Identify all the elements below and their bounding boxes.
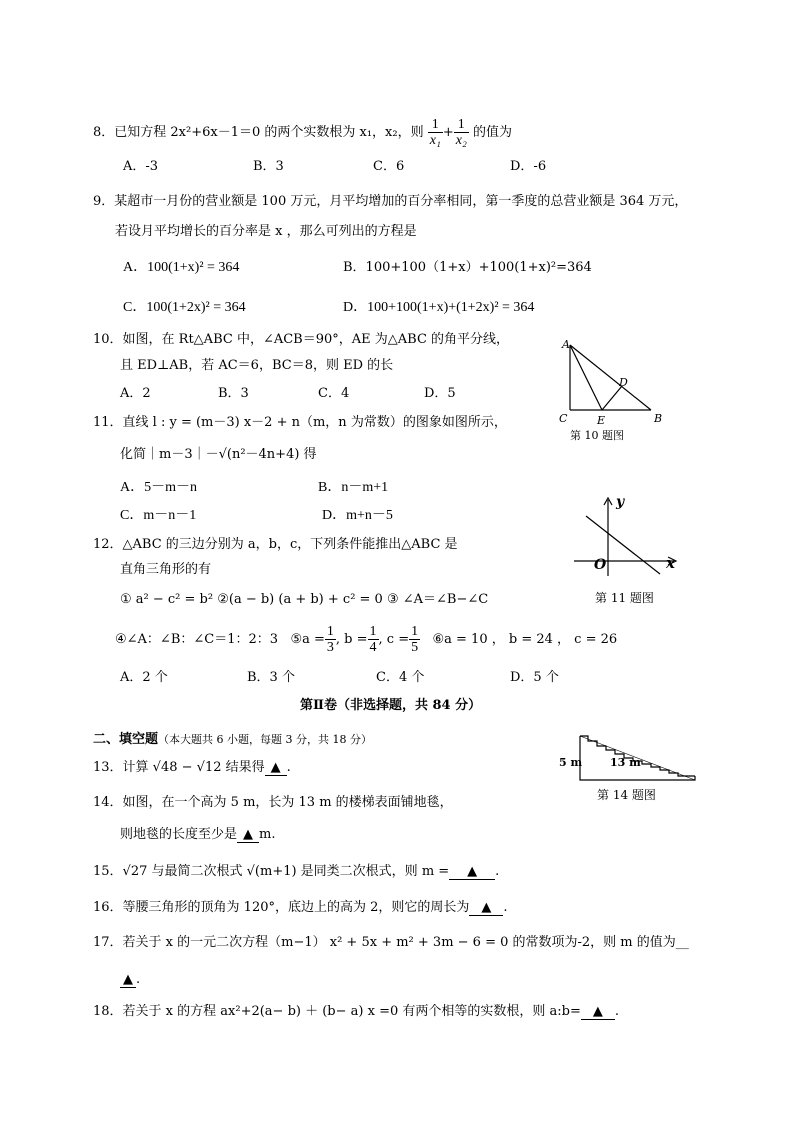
q10-option-b: B．3 [218,386,249,401]
q12-line1: 12．△ABC 的三边分别为 a，b，c，下列条件能推出△ABC 是 [93,537,458,552]
q13 [93,759,291,777]
q8-tail: 的值为 [472,125,512,140]
q9-line2: 若设月平均增长的百分率是 x ，那么可列出的方程是 [115,224,417,239]
fill-in-heading: 二、填空题 [93,732,159,747]
q17-line2 [120,971,140,989]
q11-option-a: A．5－m－n [120,480,197,495]
q12-condition-4: ④∠A：∠B：∠C＝1：2：3 [115,632,279,647]
q10-option-c: C．4 [318,386,350,401]
q14-line1: 14．如图，在一个高为 5 m，长为 13 m 的楼梯表面铺地毯， [93,795,453,810]
q8-fraction-2: $\frac{1}{\text{x₂}}$ [455,117,467,148]
q14-caption: 第 14 题图 [597,788,656,802]
q17-blank: ▲ [120,973,136,988]
fraction-one-fourth: $\frac{1}{4}$ [369,624,377,655]
q12-condition-5-b: , b = [335,632,368,647]
fill-in-note: （本大题共 6 小题，每题 3 分，共 18 分） [158,733,372,746]
q8-text: 8．已知方程 2x²+6x－1＝0 的两个实数根为 x₁，x₂，则 [93,125,424,140]
q18 [93,1003,619,1021]
q15-end: . [495,864,500,879]
label-a: A [562,338,570,351]
section-2-heading [93,731,372,749]
q15-text: 15．√27 与最简二次根式 √(m+1) 是同类二次根式，则 m = [93,864,450,879]
q10-line2: 且 ED⊥AB，若 AC＝6，BC＝8，则 ED 的长 [120,358,394,373]
q13-blank: ▲ [265,761,287,776]
q12-condition-5-a: ⑤a = [290,632,325,647]
q12-conditions-row2 [115,624,617,655]
q17-end: . [136,972,141,987]
q10-option-d: D．5 [424,386,456,401]
q11-line2: 化简｜m－3｜－√(n²－4n+4) 得 [120,447,317,462]
q14-blank: ▲ [237,828,259,843]
q14-text: 则地毯的长度至少是 [120,827,238,842]
y-axis-label: y [616,494,625,510]
stairs-height-label: 5 m [559,756,583,769]
q9-line1: 9．某超市一月份的营业额是 100 万元，月平均增加的百分率相同，第一季度的总营业额是 364 万元， [93,194,688,209]
q12-option-a: A．2 个 [120,670,168,685]
q11-caption: 第 11 题图 [595,591,654,605]
q11-option-c: C．m－n－1 [120,508,197,523]
stairs-length-label: 13 m [610,756,641,769]
q12-condition-6: ⑥a = 10 ， b = 24 ， c = 26 [432,632,618,647]
q9-option-a: A．100(1+x)² = 364 [123,260,240,275]
q18-text: 18．若关于 x 的方程 ax²+2(a− b) ＋ (b− a) x =0 有两个相等的实数根，则 a:b= [93,1004,581,1019]
q14-line2 [120,826,275,844]
q14-end: m. [259,827,276,842]
q12-line2: 直角三角形的有 [120,562,212,577]
q11-line1: 11．直线 l : y = (m－3) x－2 + n（m，n 为常数）的图象如图所示， [93,415,507,430]
q10-option-a: A．2 [120,386,151,401]
q12-option-c: C．4 个 [376,670,425,685]
fraction-one-fifth: $\frac{1}{5}$ [411,624,419,655]
x-axis-label: x [666,554,675,572]
q9-option-b: B．100+100（1+x）+100(1+x)²=364 [343,260,592,275]
q11-line-graph-figure [568,494,688,584]
q8-option-b: B．3 [253,159,284,174]
q10-line1: 10．如图，在 Rt△ABC 中，∠ACB＝90°，AE 为△ABC 的角平分线， [93,332,510,347]
fraction-one-third: $\frac{1}{3}$ [326,624,334,655]
q9-option-d: D．100+100(1+x)+(1+2x)² = 364 [343,300,535,315]
q10-caption: 第 10 题图 [570,429,624,442]
q10-triangle-figure [555,338,685,438]
q8-option-d: D．-6 [510,159,547,174]
q11-option-b: B．n－m+1 [318,480,389,495]
section-2-title: 第Ⅱ卷（非选择题，共 84 分） [300,698,482,713]
label-e: E [597,414,606,427]
q8-fraction-1: $\frac{1}{\text{x₁}}$ [429,117,441,148]
plus-sign: + [442,125,454,140]
q18-end: . [614,1004,619,1019]
q8-option-a: A．-3 [123,159,159,174]
q9-option-c: C．100(1+2x)² = 364 [123,300,246,315]
q15 [93,863,499,881]
label-c: C [559,412,568,425]
q15-blank: ▲ [449,865,495,880]
q13-text: 13．计算 √48 − √12 结果得 [93,760,265,775]
label-d: D [619,376,628,389]
q13-end: . [286,760,291,775]
q14-stairs-figure [555,732,705,792]
label-b: B [654,412,663,425]
q16-blank: ▲ [469,901,503,916]
q12-option-d: D．5 个 [510,670,559,685]
q17-line1: 17．若关于 x 的一元二次方程（m−1） x² + 5x + m² + 3m − 6 = 0 的常数项为-2，则 m 的值为__ [93,935,689,950]
origin-label: O [594,557,607,573]
q8-option-c: C．6 [373,159,405,174]
q18-blank: ▲ [581,1005,615,1020]
q12-conditions-row1: ① a² − c² = b² ②(a − b) (a + b) + c² = 0 ③ ∠A＝∠B−∠C [120,592,489,607]
q11-option-d: D．m+n－5 [322,508,393,523]
q12-condition-5-c: , c = [378,632,410,647]
q16-text: 16．等腰三角形的顶角为 120°，底边上的高为 2，则它的周长为 [93,900,470,915]
q12-option-b: B．3 个 [247,670,295,685]
q16 [93,899,508,917]
q8-stem [93,117,512,148]
q16-end: . [503,900,508,915]
